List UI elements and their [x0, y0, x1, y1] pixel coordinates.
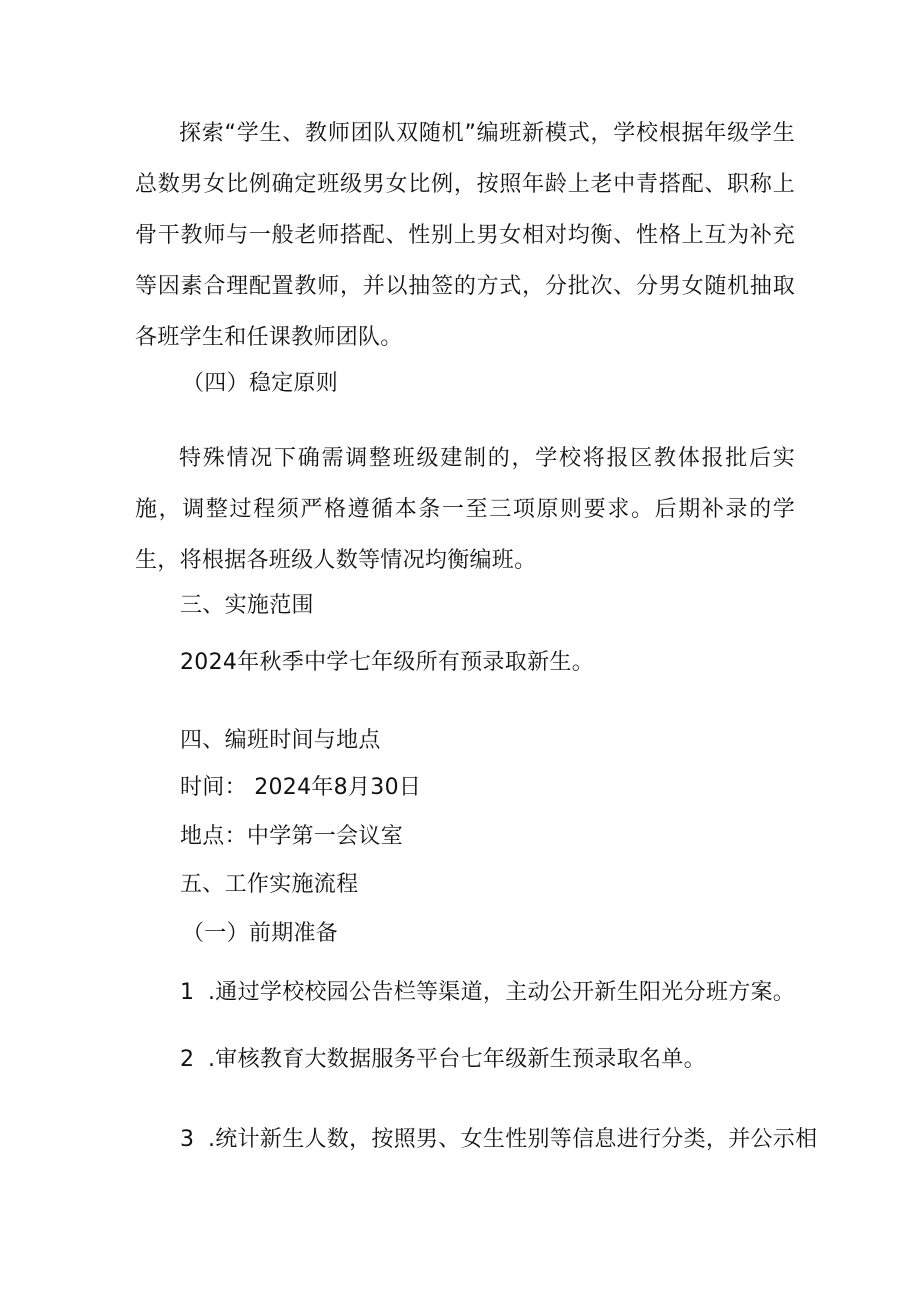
paragraph-stable-principle: 特殊情况下确需调整班级建制的，学校将报区教体报批后实施，调整过程须严格遵循本条一至三项原则要求。后期补录的学生，将根据各班级人数等情况均衡编班。 — [135, 446, 795, 573]
list-item — [180, 1125, 817, 1155]
list-item — [180, 1045, 706, 1075]
heading-stable-principle: （四）稳定原则 — [182, 371, 339, 396]
list-item-number: 1 — [180, 980, 195, 1005]
heading-preparation: （一）前期准备 — [182, 921, 339, 946]
list-item-text: .统计新生人数，按照男、女生性别等信息进行分类，并公示相 — [208, 1127, 818, 1152]
paragraph-scope: 2024年秋季中学七年级所有预录取新生。 — [180, 650, 594, 675]
time-line: 时间： 2024年8月30日 — [180, 775, 422, 800]
paragraph-explore-model: 探索“学生、教师团队双随机”编班新模式，学校根据年级学生总数男女比例确定班级男女比例，按照年龄上老中青搭配、职称上骨干教师与一般老师搭配、性别上男女相对均衡、性格上互为补充等因素合理配置教师，并以抽签的方式，分批次、分男女随机抽取各班学生和任课教师团队。 — [135, 121, 795, 350]
heading-workflow: 五、工作实施流程 — [180, 872, 359, 897]
list-item-text: .通过学校校园公告栏等渠道，主动公开新生阳光分班方案。 — [208, 980, 796, 1005]
list-item-number: 3 — [180, 1127, 195, 1152]
list-item-text: .审核教育大数据服务平台七年级新生预录取名单。 — [208, 1047, 706, 1072]
list-item — [180, 978, 795, 1008]
heading-time-place: 四、编班时间与地点 — [180, 728, 381, 753]
list-item-number: 2 — [180, 1047, 195, 1072]
heading-scope: 三、实施范围 — [180, 593, 314, 618]
place-line: 地点：中学第一会议室 — [180, 824, 404, 849]
